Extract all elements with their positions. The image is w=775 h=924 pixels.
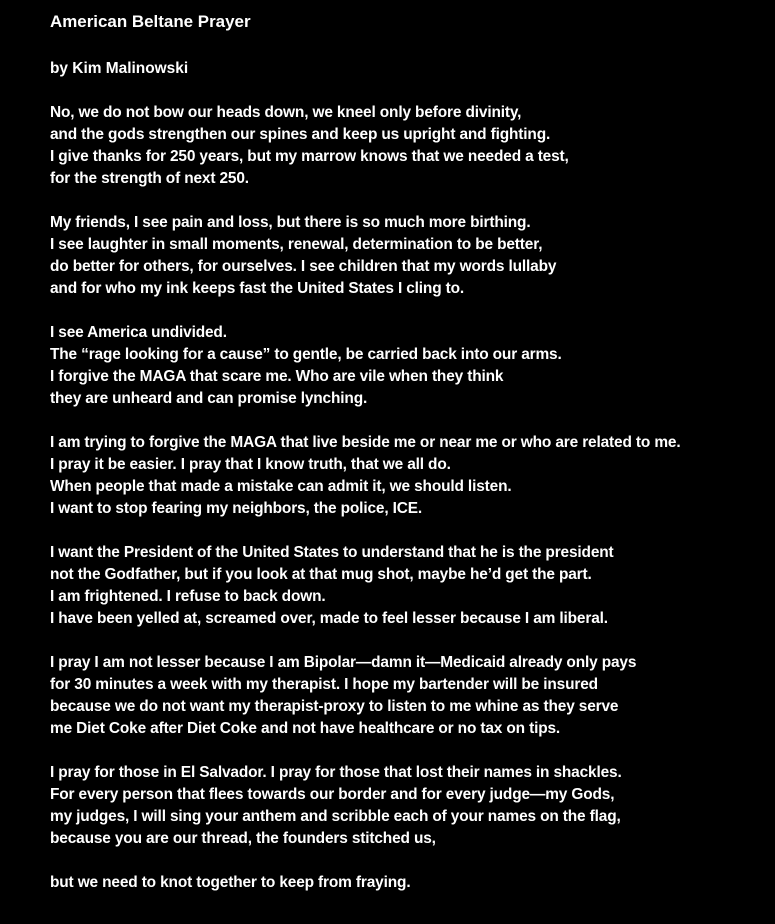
poem-line: and the gods strengthen our spines and keep us upright and fighting. — [50, 126, 551, 143]
poem-line: I see America undivided. — [50, 324, 227, 341]
poem-line: My friends, I see pain and loss, but there is so much more birthing. — [50, 214, 531, 231]
stanza-5 — [50, 542, 772, 630]
poem-line: I forgive the MAGA that scare me. Who are vile when they think — [50, 368, 504, 385]
poem-line: When people that made a mistake can admit it, we should listen. — [50, 478, 512, 495]
poem-line: they are unheard and can promise lynching. — [50, 390, 368, 407]
stanza-4 — [50, 432, 772, 520]
poem-line: I want the President of the United States to understand that he is the president — [50, 544, 614, 561]
poem-line: The “rage looking for a cause” to gentle, be carried back into our arms. — [50, 346, 562, 363]
stanza-1 — [50, 102, 772, 190]
poem-line: for 30 minutes a week with my therapist. I hope my bartender will be insured — [50, 676, 598, 693]
poem-line: and for who my ink keeps fast the United States I cling to. — [50, 280, 465, 297]
poem-line: I pray I am not lesser because I am Bipolar—damn it—Medicaid already only pays — [50, 654, 637, 671]
poem-line: I give thanks for 250 years, but my marrow knows that we needed a test, — [50, 148, 569, 165]
stanza-2 — [50, 212, 772, 300]
stanza-8 — [50, 872, 772, 894]
poem-line: but we need to knot together to keep from fraying. — [50, 874, 411, 891]
poem-line: I pray for those in El Salvador. I pray for those that lost their names in shackles. — [50, 764, 622, 781]
poem-line: for the strength of next 250. — [50, 170, 249, 187]
poem-line: do better for others, for ourselves. I see children that my words lullaby — [50, 258, 557, 275]
poem-line: I want to stop fearing my neighbors, the police, ICE. — [50, 500, 423, 517]
stanza-3 — [50, 322, 772, 410]
poem-line: No, we do not bow our heads down, we kneel only before divinity, — [50, 104, 522, 121]
poem-line: I am trying to forgive the MAGA that live beside me or near me or who are related to me. — [50, 434, 681, 451]
poem-line: For every person that flees towards our border and for every judge—my Gods, — [50, 786, 615, 803]
poem-line: I have been yelled at, screamed over, made to feel lesser because I am liberal. — [50, 610, 608, 627]
poem-line: because we do not want my therapist-proxy to listen to me whine as they serve — [50, 698, 619, 715]
poem-line: not the Godfather, but if you look at that mug shot, maybe he’d get the part. — [50, 566, 592, 583]
poem-line: I pray it be easier. I pray that I know truth, that we all do. — [50, 456, 451, 473]
poem-line: my judges, I will sing your anthem and scribble each of your names on the flag, — [50, 808, 621, 825]
poem-title: American Beltane Prayer — [50, 12, 251, 31]
poem-line: me Diet Coke after Diet Coke and not have healthcare or no tax on tips. — [50, 720, 561, 737]
poem-line: I see laughter in small moments, renewal, determination to be better, — [50, 236, 543, 253]
stanza-6 — [50, 652, 772, 740]
stanza-7 — [50, 762, 772, 850]
poem-line: I am frightened. I refuse to back down. — [50, 588, 326, 605]
poem-document — [50, 11, 772, 894]
poem-byline: by Kim Malinowski — [50, 60, 189, 77]
poem-line: because you are our thread, the founders stitched us, — [50, 830, 436, 847]
